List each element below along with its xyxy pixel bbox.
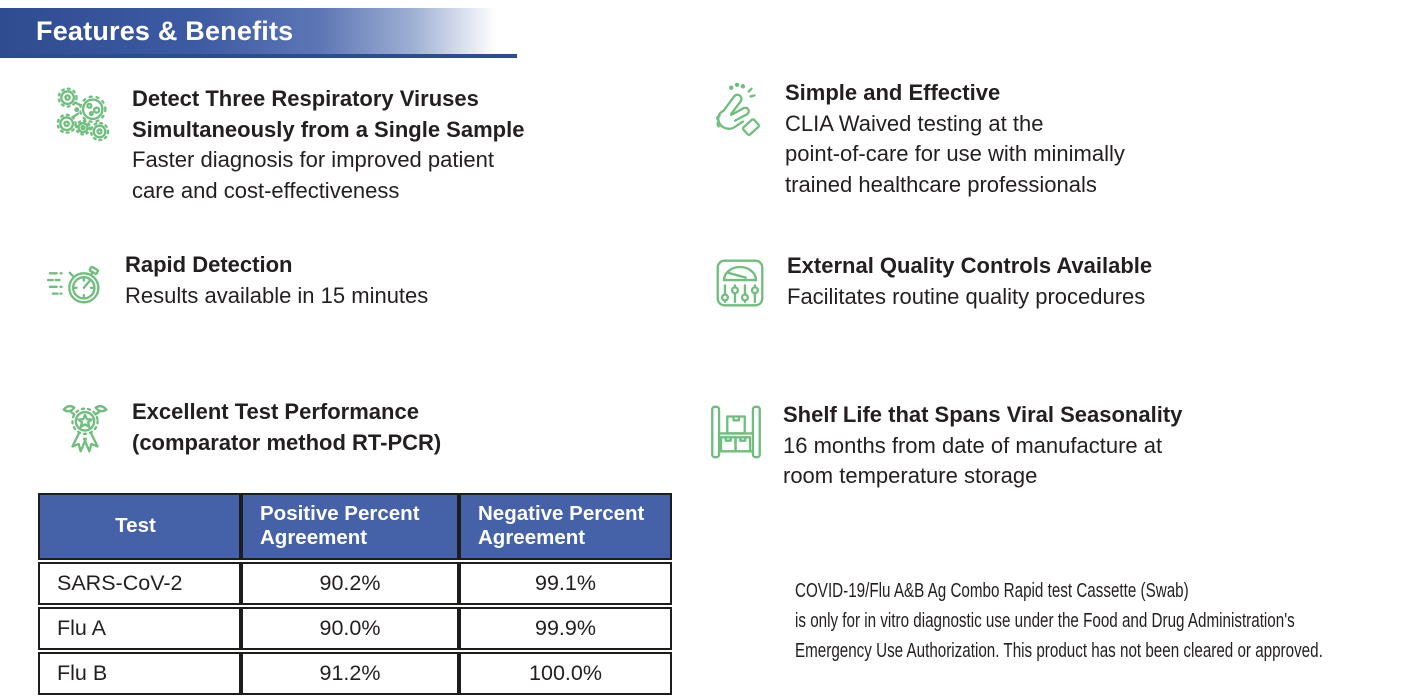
table-header-ppa: Positive Percent Agreement bbox=[241, 493, 459, 560]
cell-ppa: 90.0% bbox=[241, 607, 459, 650]
feature-simple-effective bbox=[706, 78, 1125, 200]
feature-title-line: External Quality Controls Available bbox=[787, 253, 1153, 278]
feature-title bbox=[132, 397, 441, 458]
feature-title bbox=[787, 251, 1152, 282]
performance-table bbox=[38, 491, 672, 697]
section-banner bbox=[0, 8, 517, 58]
feature-body-line: Faster diagnosis for improved patient bbox=[132, 147, 494, 172]
table-row bbox=[38, 562, 672, 605]
shelf-boxes-icon bbox=[704, 400, 768, 464]
quality-gauge-icon bbox=[708, 251, 772, 315]
feature-body-line: Results available in 15 minutes bbox=[125, 282, 429, 308]
feature-title-line: Excellent Test Performance bbox=[132, 399, 419, 424]
feature-body bbox=[787, 282, 1152, 313]
feature-text bbox=[785, 78, 1125, 200]
cell-test: Flu B bbox=[38, 652, 241, 695]
table-row bbox=[38, 652, 672, 695]
snap-fingers-icon bbox=[706, 78, 770, 142]
feature-title-line: Detect Three Respiratory Viruses bbox=[132, 86, 479, 111]
feature-title bbox=[125, 250, 428, 281]
disclaimer-line: is only for in vitro diagnostic use under the Food and Drug Administration's bbox=[795, 610, 1295, 632]
cell-ppa: 91.2% bbox=[241, 652, 459, 695]
feature-test-performance bbox=[53, 397, 441, 461]
cell-npa: 99.1% bbox=[459, 562, 672, 605]
feature-title-line: Rapid Detection bbox=[125, 252, 293, 277]
cell-test: Flu A bbox=[38, 607, 241, 650]
table-header-test: Test bbox=[38, 493, 241, 560]
feature-title-line: Simple and Effective bbox=[785, 80, 1001, 105]
award-ribbon-icon bbox=[53, 397, 117, 461]
feature-body-line: point-of-care for use with minimally bbox=[785, 141, 1125, 166]
feature-shelf-life bbox=[704, 400, 1182, 492]
feature-title-line: Shelf Life that Spans Viral Seasonality bbox=[783, 402, 1183, 427]
feature-title-line: (comparator method RT-PCR) bbox=[132, 429, 442, 455]
feature-title bbox=[132, 84, 524, 145]
regulatory-disclaimer bbox=[795, 576, 1414, 666]
disclaimer-line: Emergency Use Authorization. This product has not been cleared or approved. bbox=[795, 640, 1323, 662]
feature-body-line: care and cost-effectiveness bbox=[132, 177, 400, 203]
cell-npa: 99.9% bbox=[459, 607, 672, 650]
disclaimer-line: COVID-19/Flu A&B Ag Combo Rapid test Cassette (Swab) bbox=[795, 580, 1189, 602]
cell-ppa: 90.2% bbox=[241, 562, 459, 605]
feature-body-line: CLIA Waived testing at the bbox=[785, 110, 1044, 136]
feature-detect-viruses bbox=[53, 84, 524, 206]
feature-title bbox=[785, 78, 1125, 109]
cell-npa: 100.0% bbox=[459, 652, 672, 695]
feature-body bbox=[785, 109, 1125, 201]
feature-rapid-detection bbox=[46, 250, 428, 314]
feature-title bbox=[783, 400, 1182, 431]
feature-body bbox=[125, 281, 428, 312]
feature-title-line: Simultaneously from a Single Sample bbox=[132, 116, 525, 142]
feature-body-line: Facilitates routine quality procedures bbox=[787, 283, 1146, 309]
table-header-row bbox=[38, 493, 672, 560]
feature-body bbox=[783, 431, 1182, 492]
table-header-npa: Negative Percent Agreement bbox=[459, 493, 672, 560]
feature-body-line: 16 months from date of manufacture at bbox=[783, 432, 1163, 458]
feature-body bbox=[132, 145, 524, 206]
viruses-icon bbox=[53, 84, 117, 148]
feature-text bbox=[132, 84, 524, 206]
stopwatch-icon bbox=[46, 250, 110, 314]
feature-body-line: trained healthcare professionals bbox=[785, 171, 1097, 197]
table-row bbox=[38, 607, 672, 650]
feature-text bbox=[783, 400, 1182, 492]
feature-text bbox=[132, 397, 441, 458]
page-title: Features & Benefits bbox=[36, 15, 294, 46]
cell-test: SARS-CoV-2 bbox=[38, 562, 241, 605]
feature-text bbox=[125, 250, 428, 311]
feature-quality-controls bbox=[708, 251, 1152, 315]
feature-text bbox=[787, 251, 1152, 312]
feature-body-line: room temperature storage bbox=[783, 463, 1038, 488]
